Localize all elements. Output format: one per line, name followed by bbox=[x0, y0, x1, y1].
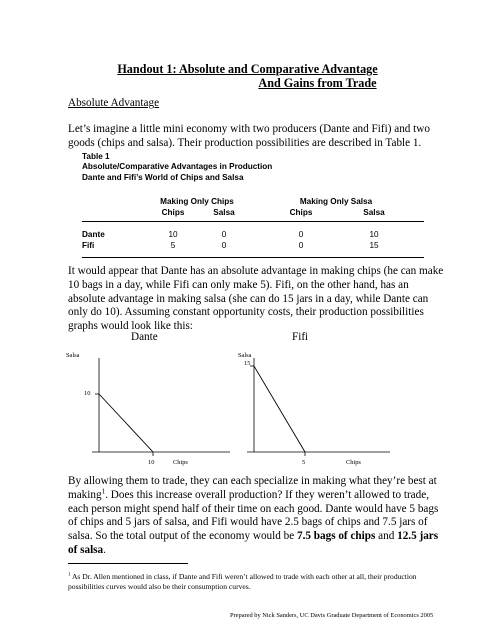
col-header-chips-2: Chips bbox=[289, 208, 313, 218]
fifi-y-axis-label: Salsa bbox=[238, 352, 252, 359]
title-line-2: And Gains from Trade bbox=[258, 76, 377, 90]
fifi-x-axis-label: Chips bbox=[346, 459, 361, 466]
col-header-chips-1: Chips bbox=[161, 208, 185, 218]
paragraph-2: It would appear that Dante has an absolute advantage in making chips (he can make 10 bags in a day, while Fifi can only make 5). Fifi, on the other hand, has an absolute advantage in making salsa (she can do 15 jars in a day, while Dante can only do 10). Assuming constant opportunity costs, their production possibilities graphs would look like this: bbox=[68, 265, 444, 333]
page-footer: Prepared by Nick Sanders, UC Davis Graduate Department of Economics 2005 bbox=[230, 612, 434, 619]
intro-paragraph: Let’s imagine a little mini economy with two producers (Dante and Fifi) and two goods (chips and salsa). Their production possibilities are described in Table 1. bbox=[68, 123, 430, 149]
footnote-ref[interactable]: 1 bbox=[101, 487, 106, 496]
table-caption-1: Absolute/Comparative Advantages in Production bbox=[82, 162, 273, 172]
dante-x-tick-label: 10 bbox=[148, 459, 155, 466]
fifi-y-tick-label: 15 bbox=[244, 360, 251, 367]
table-cell: 0 bbox=[298, 241, 304, 251]
dante-x-axis-label: Chips bbox=[173, 459, 188, 466]
table-cell: 0 bbox=[298, 230, 304, 240]
fifi-ppf-line bbox=[254, 366, 305, 452]
fifi-x-tick-label: 5 bbox=[302, 459, 306, 466]
table-cell: 15 bbox=[369, 241, 379, 251]
dante-y-axis-label: Salsa bbox=[66, 352, 80, 359]
chart-title-dante: Dante bbox=[131, 331, 158, 343]
paragraph-3-and: and bbox=[375, 530, 398, 543]
table-cell: 10 bbox=[369, 230, 379, 240]
table-cell: 0 bbox=[221, 230, 227, 240]
dante-y-tick-label: 10 bbox=[84, 390, 91, 397]
row-name: Dante bbox=[82, 230, 105, 240]
dante-ppf-chart bbox=[92, 358, 230, 456]
total-salsa-output: 12.5 jars of salsa bbox=[68, 530, 439, 556]
title-line-1: Handout 1: Absolute and Comparative Advantage bbox=[117, 62, 378, 76]
row-name: Fifi bbox=[82, 241, 95, 251]
table-cell: 5 bbox=[170, 241, 176, 251]
footnote-divider bbox=[68, 563, 188, 564]
section-heading: Absolute Advantage bbox=[68, 97, 160, 109]
table-cell: 0 bbox=[221, 241, 227, 251]
col-header-salsa-2: Salsa bbox=[363, 208, 385, 218]
table-label: Table 1 bbox=[82, 152, 110, 161]
col-header-salsa-1: Salsa bbox=[213, 208, 235, 218]
group-header-salsa: Making Only Salsa bbox=[299, 197, 373, 207]
chart-title-fifi: Fifi bbox=[292, 331, 309, 343]
total-chips-output: 7.5 bags of chips bbox=[297, 530, 376, 543]
paragraph-3-text-b: . Does this increase overall production? If they weren’t allowed to trade, each person might spend half of their time on each good. Dante would have 5 bags of chips and 5 jars of salsa, and Fifi would have 2.5 bags of chips and 7.5 jars of salsa. So the total output of the economy would be bbox=[68, 488, 439, 543]
footnote bbox=[68, 572, 448, 592]
footnote-text: As Dr. Allen mentioned in class, if Dante and Fifi weren’t allowed to trade with each other at all, their production possibilities curves would also be their consumption curves. bbox=[68, 572, 417, 591]
fifi-ppf-chart bbox=[247, 358, 390, 456]
table-caption-2: Dante and Fifi’s World of Chips and Salsa bbox=[82, 172, 244, 182]
paragraph-3-end: . bbox=[103, 543, 106, 556]
footnote-number: 1 bbox=[68, 572, 71, 578]
table-cell: 10 bbox=[168, 230, 178, 240]
paragraph-3-text-a: By allowing them to trade, they can each specialize in making what they’re best at making bbox=[68, 475, 437, 501]
group-header-chips: Making Only Chips bbox=[160, 197, 234, 207]
dante-ppf-line bbox=[99, 394, 153, 452]
paragraph-3 bbox=[68, 475, 448, 558]
